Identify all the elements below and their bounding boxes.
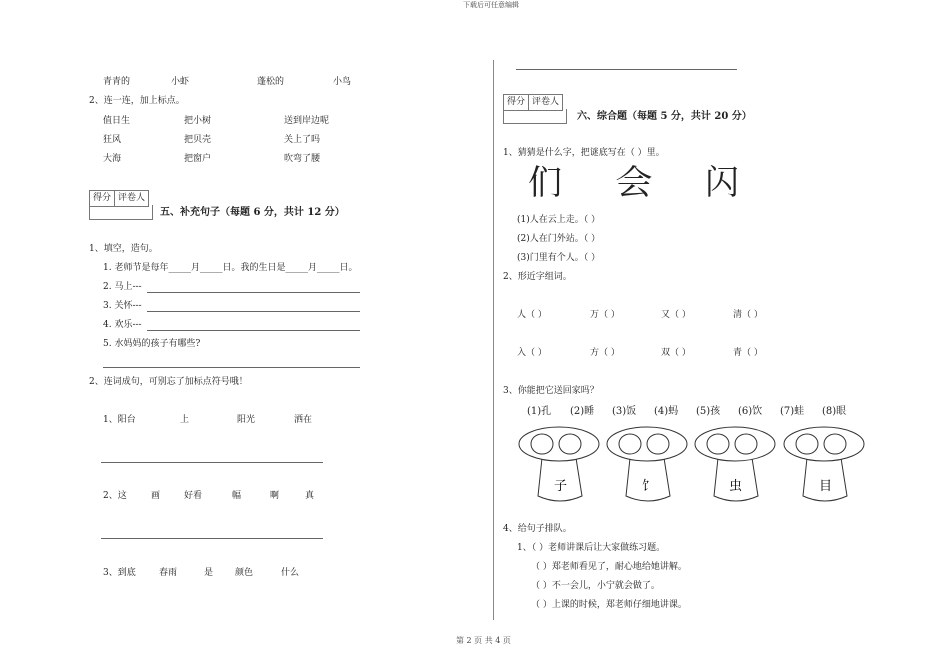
answer-line[interactable] [101, 538, 323, 539]
answer-line[interactable] [103, 367, 360, 368]
connect-word: 把贝壳 [184, 135, 212, 145]
word-item: 蓬松的 [257, 77, 285, 87]
connect-word: 狂风 [103, 135, 122, 145]
question-title: 2、连词成句，可别忘了加标点符号哦！ [89, 377, 248, 387]
radical-label: 饣 [642, 479, 656, 494]
sentence-word: 是 [204, 568, 214, 578]
sentence-word: 洒在 [294, 415, 313, 425]
order-item: （ ）不一会儿，小宁就会做了。 [531, 581, 660, 591]
word-item: 小鸟 [333, 77, 352, 87]
riddle-char: 们 [528, 163, 562, 203]
radical-label: 目 [819, 479, 833, 494]
order-item: （ ）郑老师看见了，耐心地给她讲解。 [531, 562, 687, 572]
question-title: 2、形近字组词。 [503, 272, 572, 282]
connect-word: 吹弯了腰 [284, 154, 321, 164]
riddle-char: 会 [615, 163, 653, 203]
sentence-word: 春雨 [159, 568, 178, 578]
sentence-word: 颜色 [235, 568, 254, 578]
fill-item: 3. 关怀--- [103, 301, 142, 311]
question-title: 2、连一连，加上标点。 [89, 96, 185, 106]
home-char: (3)饭 [612, 406, 637, 417]
sentence-word: 啊 [270, 491, 280, 501]
similar-char: 万（ ） [590, 310, 620, 320]
column-divider [493, 60, 494, 620]
page-header: 下载后可任意编辑 [463, 1, 519, 9]
sentence-word: 画 [151, 491, 161, 501]
score-cell [89, 205, 153, 220]
similar-char: 入（ ） [517, 348, 547, 358]
similar-char: 方（ ） [590, 348, 620, 358]
sentence-word: 好看 [184, 491, 203, 501]
connect-word: 大海 [103, 154, 122, 164]
sentence-word: 上 [180, 415, 190, 425]
similar-char: 又（ ） [661, 310, 691, 320]
fill-item: 5. 水妈妈的孩子有哪些? [103, 339, 201, 349]
word-item: 青青的 [103, 77, 131, 87]
answer-line[interactable] [147, 292, 360, 293]
radical-label: 虫 [729, 479, 743, 494]
order-item: 1、（ ）老师讲课后让大家做练习题。 [517, 543, 666, 553]
sentence-word: 1、阳台 [103, 415, 136, 425]
score-label: 得分 [90, 191, 115, 206]
sentence-word: 3、到底 [103, 568, 136, 578]
home-char: (4)蚂 [654, 406, 679, 417]
riddle-item: (3)门里有个人。（ ） [517, 253, 601, 263]
similar-char: 双（ ） [661, 348, 691, 358]
fill-item: 1. 老师节是每年_____月_____日。我的生日是_____月_____日。 [103, 263, 358, 273]
answer-line[interactable] [101, 462, 323, 463]
sentence-word: 真 [305, 491, 315, 501]
mushroom-diagram [510, 422, 880, 512]
similar-char: 人（ ） [517, 310, 547, 320]
sentence-word: 阳光 [237, 415, 256, 425]
answer-line[interactable] [516, 69, 737, 70]
similar-char: 清（ ） [733, 310, 763, 320]
riddle-item: (1)人在云上走。（ ） [517, 215, 601, 225]
sentence-word: 幅 [232, 491, 242, 501]
home-char: (8)眼 [822, 406, 847, 417]
home-char: (1)孔 [527, 406, 552, 417]
question-title: 3、你能把它送回家吗？ [503, 386, 599, 396]
sentence-word: 什么 [281, 568, 300, 578]
page-footer: 第 2 页 共 4 页 [456, 636, 511, 645]
connect-word: 值日生 [103, 116, 131, 126]
home-char: (2)睡 [570, 406, 595, 417]
sentence-word: 2、这 [103, 491, 127, 501]
fill-item: 4. 欢乐--- [103, 320, 142, 330]
grader-label: 评卷人 [532, 97, 560, 107]
answer-line[interactable] [147, 311, 360, 312]
connect-word: 关上了吗 [284, 135, 321, 145]
answer-line[interactable] [147, 330, 360, 331]
connect-word: 送到岸边呢 [284, 116, 330, 126]
home-char: (5)孩 [696, 406, 721, 417]
order-item: （ ）上课的时候，郑老师仔细地讲课。 [531, 600, 687, 610]
grader-label: 评卷人 [118, 193, 146, 203]
similar-char: 青（ ） [733, 348, 763, 358]
riddle-item: (2)人在门外站。（ ） [517, 234, 601, 244]
home-char: (6)饮 [738, 406, 763, 417]
word-item: 小虾 [171, 77, 190, 87]
question-title: 1、猜猜是什么字，把谜底写在（ ）里。 [503, 148, 665, 158]
question-title: 4、给句子排队。 [503, 524, 572, 534]
section-title: 五、补充句子（每题 6 分，共计 12 分） [160, 207, 345, 218]
question-title: 1、填空，造句。 [89, 244, 158, 254]
score-label: 得分 [504, 95, 529, 110]
home-char: (7)蛙 [780, 406, 805, 417]
score-cell [503, 109, 567, 124]
radical-label: 子 [554, 479, 568, 494]
riddle-char: 闪 [705, 163, 739, 203]
fill-item: 2. 马上--- [103, 282, 142, 292]
section-title: 六、综合题（每题 5 分，共计 20 分） [577, 111, 752, 122]
connect-word: 把小树 [184, 116, 212, 126]
connect-word: 把窗户 [184, 154, 212, 164]
